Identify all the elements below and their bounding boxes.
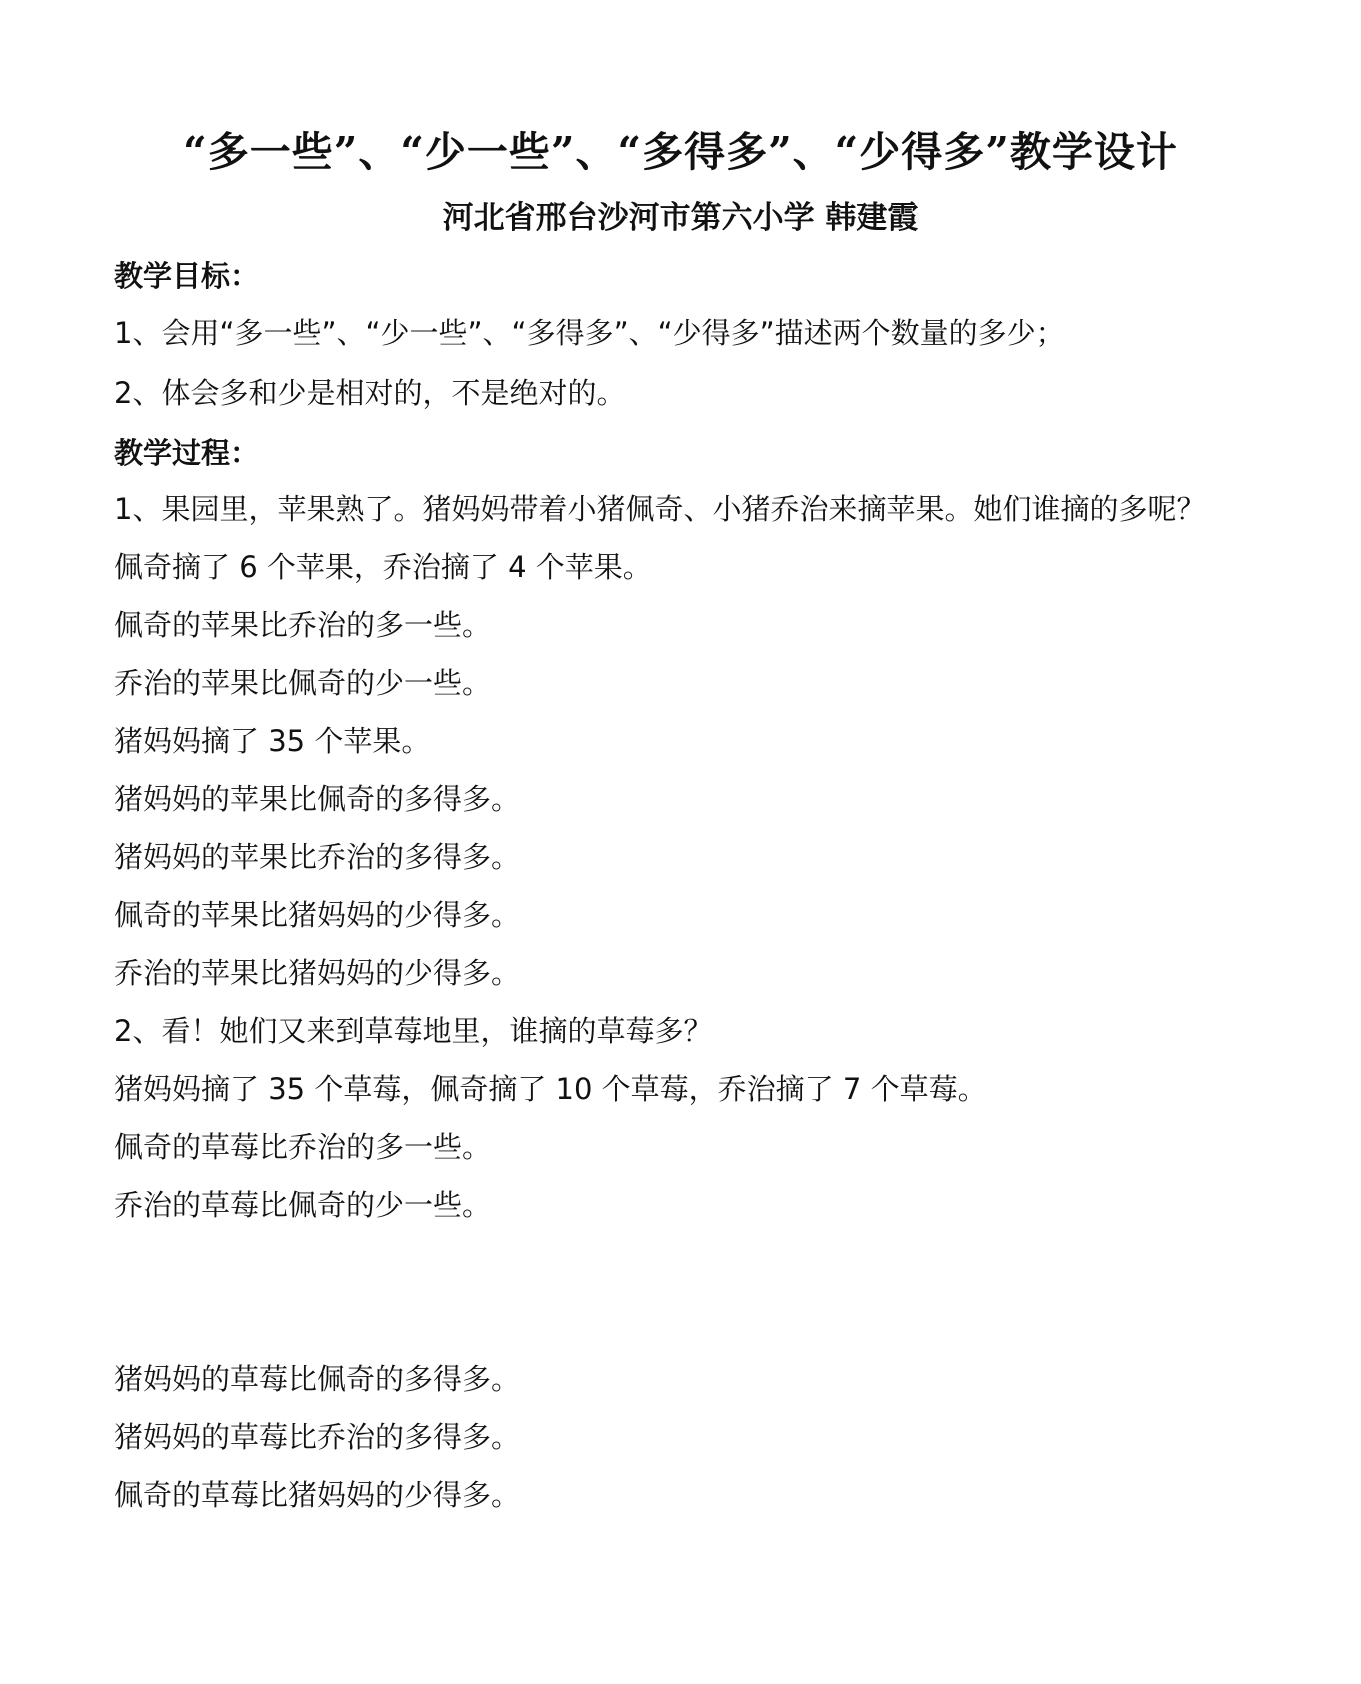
process-line: 猪妈妈摘了 35 个苹果。: [114, 724, 431, 758]
process-line: 猪妈妈摘了 35 个草莓，佩奇摘了 10 个草莓，乔治摘了 7 个草莓。: [114, 1072, 987, 1106]
objective-item: 1、会用“多一些”、“少一些”、“多得多”、“少得多”描述两个数量的多少；: [114, 316, 1065, 350]
process-line: 乔治的苹果比佩奇的少一些。: [114, 666, 492, 700]
process-line: 佩奇的苹果比乔治的多一些。: [114, 608, 492, 642]
process-heading: 教学过程：: [114, 436, 260, 470]
objective-item: 2、体会多和少是相对的，不是绝对的。: [114, 376, 626, 410]
process-line: 佩奇的苹果比猪妈妈的少得多。: [114, 898, 521, 932]
document-author: 河北省邢台沙河市第六小学 韩建霞: [442, 200, 919, 236]
process-line: 猪妈妈的草莓比佩奇的多得多。: [114, 1362, 521, 1396]
process-line: 佩奇摘了 6 个苹果，乔治摘了 4 个苹果。: [114, 550, 652, 584]
process-line: 1、果园里，苹果熟了。猪妈妈带着小猪佩奇、小猪乔治来摘苹果。她们谁摘的多呢？: [114, 492, 1206, 526]
process-line: 乔治的草莓比佩奇的少一些。: [114, 1188, 492, 1222]
process-line: 猪妈妈的苹果比佩奇的多得多。: [114, 782, 521, 816]
objectives-heading: 教学目标：: [114, 259, 260, 293]
process-line: 乔治的苹果比猪妈妈的少得多。: [114, 956, 521, 990]
process-line: 佩奇的草莓比猪妈妈的少得多。: [114, 1478, 521, 1512]
process-line: 猪妈妈的草莓比乔治的多得多。: [114, 1420, 521, 1454]
process-line: 猪妈妈的苹果比乔治的多得多。: [114, 840, 521, 874]
process-line: 2、看！她们又来到草莓地里，谁摘的草莓多？: [114, 1014, 713, 1048]
document-title: “多一些”、“少一些”、“多得多”、“少得多”教学设计: [183, 128, 1178, 176]
process-line: 佩奇的草莓比乔治的多一些。: [114, 1130, 492, 1164]
